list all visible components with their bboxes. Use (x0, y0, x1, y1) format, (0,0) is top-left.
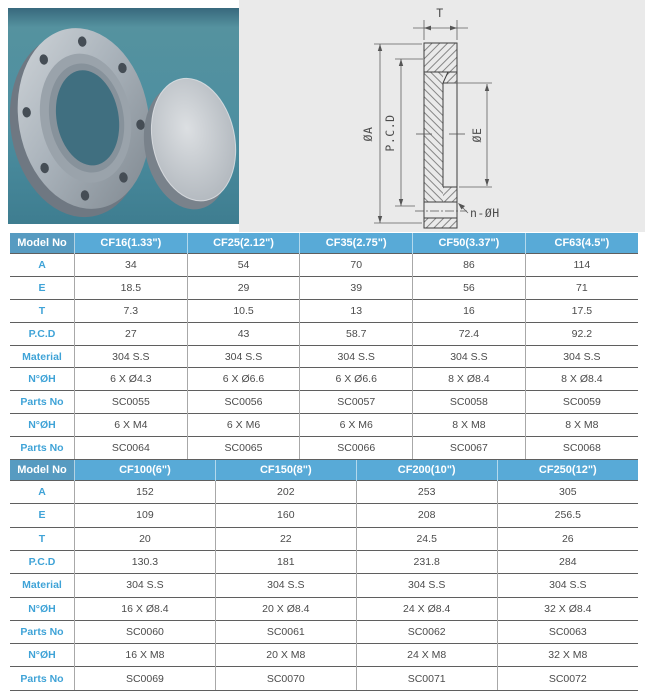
dim-label-outer-diameter: ØA (361, 126, 375, 142)
spec-value-cell: 17.5 (525, 299, 638, 322)
header-row (10, 460, 638, 481)
row-label-cell: N°ØH (10, 644, 75, 667)
row-label-cell: T (10, 299, 75, 322)
spec-value-cell: 284 (497, 550, 638, 573)
table-row (10, 276, 638, 299)
spec-value-cell: 6 X Ø4.3 (75, 368, 188, 391)
table-row (10, 254, 638, 277)
spec-value-cell: SC0063 (497, 620, 638, 643)
spec-tables (10, 233, 638, 691)
dim-label-bolt-holes: n-ØH (470, 206, 500, 220)
row-label-cell: Parts No (10, 391, 75, 414)
table-row (10, 527, 638, 550)
spec-value-cell: SC0068 (525, 437, 638, 460)
row-label-cell: Parts No (10, 437, 75, 460)
spec-value-cell: 304 S.S (215, 574, 356, 597)
row-label-cell: Material (10, 574, 75, 597)
spec-value-cell: 27 (75, 322, 188, 345)
table-row (10, 597, 638, 620)
model-header-cell: CF50(3.37") (413, 233, 526, 254)
spec-value-cell: 71 (525, 276, 638, 299)
table-row (10, 667, 638, 690)
spec-value-cell: SC0058 (413, 391, 526, 414)
spec-value-cell: 72.4 (413, 322, 526, 345)
spec-value-cell: 6 X Ø6.6 (300, 368, 413, 391)
table-row (10, 644, 638, 667)
table-row (10, 620, 638, 643)
flange-dimension-drawing (239, 0, 645, 232)
row-label-cell: Parts No (10, 620, 75, 643)
spec-value-cell: 304 S.S (525, 345, 638, 368)
spec-value-cell: 24 X M8 (356, 644, 497, 667)
spec-value-cell: SC0065 (187, 437, 300, 460)
spec-value-cell: 26 (497, 527, 638, 550)
table-row (10, 550, 638, 573)
spec-value-cell: 24 X Ø8.4 (356, 597, 497, 620)
spec-value-cell: 181 (215, 550, 356, 573)
spec-value-cell: 305 (497, 481, 638, 504)
dim-label-pitch-circle: P.C.D (383, 114, 397, 152)
spec-value-cell: 304 S.S (497, 574, 638, 597)
spec-value-cell: SC0067 (413, 437, 526, 460)
table-row (10, 481, 638, 504)
row-label-cell: Material (10, 345, 75, 368)
spec-value-cell: 20 (75, 527, 216, 550)
row-label-cell: E (10, 276, 75, 299)
table-row (10, 299, 638, 322)
spec-value-cell: SC0064 (75, 437, 188, 460)
spec-value-cell: SC0069 (75, 667, 216, 690)
model-header-cell: CF100(6") (75, 460, 216, 481)
spec-value-cell: 6 X M6 (187, 414, 300, 437)
spec-value-cell: 304 S.S (413, 345, 526, 368)
model-header-cell: CF35(2.75") (300, 233, 413, 254)
cf-spec-table-16-63 (10, 233, 638, 460)
spec-value-cell: 202 (215, 481, 356, 504)
spec-value-cell: SC0066 (300, 437, 413, 460)
spec-value-cell: 8 X Ø8.4 (413, 368, 526, 391)
table-row (10, 437, 638, 460)
spec-value-cell: 114 (525, 254, 638, 277)
spec-value-cell: 304 S.S (75, 345, 188, 368)
spec-value-cell: 130.3 (75, 550, 216, 573)
spec-value-cell: SC0057 (300, 391, 413, 414)
spec-value-cell: 8 X M8 (525, 414, 638, 437)
spec-value-cell: SC0072 (497, 667, 638, 690)
table-row (10, 322, 638, 345)
spec-value-cell: 8 X M8 (413, 414, 526, 437)
spec-value-cell: SC0055 (75, 391, 188, 414)
row-label-cell: Parts No (10, 667, 75, 690)
header-row (10, 233, 638, 254)
row-label-cell: N°ØH (10, 597, 75, 620)
spec-value-cell: 32 X Ø8.4 (497, 597, 638, 620)
spec-value-cell: 109 (75, 504, 216, 527)
spec-value-cell: 22 (215, 527, 356, 550)
spec-value-cell: 304 S.S (187, 345, 300, 368)
spec-value-cell: 253 (356, 481, 497, 504)
spec-value-cell: 86 (413, 254, 526, 277)
spec-value-cell: 16 (413, 299, 526, 322)
spec-value-cell: 6 X M4 (75, 414, 188, 437)
model-header-cell: CF200(10") (356, 460, 497, 481)
spec-value-cell: SC0059 (525, 391, 638, 414)
spec-value-cell: 6 X Ø6.6 (187, 368, 300, 391)
spec-value-cell: 208 (356, 504, 497, 527)
model-header-cell: CF25(2.12") (187, 233, 300, 254)
spec-value-cell: 304 S.S (75, 574, 216, 597)
flange-product-photo (8, 8, 239, 224)
spec-value-cell: 152 (75, 481, 216, 504)
spec-value-cell: 304 S.S (300, 345, 413, 368)
spec-value-cell: 43 (187, 322, 300, 345)
spec-value-cell: 54 (187, 254, 300, 277)
table-row (10, 391, 638, 414)
model-header-cell: CF150(8") (215, 460, 356, 481)
spec-value-cell: SC0070 (215, 667, 356, 690)
dim-label-thickness: T (436, 6, 444, 20)
spec-value-cell: SC0061 (215, 620, 356, 643)
spec-value-cell: 231.8 (356, 550, 497, 573)
spec-value-cell: 24.5 (356, 527, 497, 550)
row-label-cell: A (10, 254, 75, 277)
spec-value-cell: 6 X M6 (300, 414, 413, 437)
row-label-cell: P.C.D (10, 550, 75, 573)
table-row (10, 504, 638, 527)
spec-value-cell: 160 (215, 504, 356, 527)
spec-value-cell: 16 X Ø8.4 (75, 597, 216, 620)
spec-value-cell: 20 X M8 (215, 644, 356, 667)
model-header-cell: CF63(4.5") (525, 233, 638, 254)
spec-value-cell: SC0062 (356, 620, 497, 643)
spec-value-cell: 10.5 (187, 299, 300, 322)
spec-value-cell: 32 X M8 (497, 644, 638, 667)
model-no-header-cell: Model No (10, 460, 75, 481)
table-row (10, 574, 638, 597)
spec-value-cell: SC0071 (356, 667, 497, 690)
spec-value-cell: 34 (75, 254, 188, 277)
table-row (10, 368, 638, 391)
cf-spec-table-100-250 (10, 460, 638, 691)
spec-value-cell: 18.5 (75, 276, 188, 299)
spec-value-cell: 16 X M8 (75, 644, 216, 667)
row-label-cell: N°ØH (10, 414, 75, 437)
spec-value-cell: 7.3 (75, 299, 188, 322)
dim-label-inner-diameter: ØE (470, 127, 484, 143)
table-row (10, 345, 638, 368)
row-label-cell: T (10, 527, 75, 550)
row-label-cell: A (10, 481, 75, 504)
spec-value-cell: 20 X Ø8.4 (215, 597, 356, 620)
spec-value-cell: 13 (300, 299, 413, 322)
spec-value-cell: 256.5 (497, 504, 638, 527)
table-row (10, 414, 638, 437)
spec-value-cell: 58.7 (300, 322, 413, 345)
spec-value-cell: SC0060 (75, 620, 216, 643)
spec-value-cell: 8 X Ø8.4 (525, 368, 638, 391)
row-label-cell: P.C.D (10, 322, 75, 345)
spec-value-cell: SC0056 (187, 391, 300, 414)
spec-value-cell: 56 (413, 276, 526, 299)
spec-value-cell: 92.2 (525, 322, 638, 345)
model-header-cell: CF16(1.33") (75, 233, 188, 254)
spec-value-cell: 39 (300, 276, 413, 299)
model-no-header-cell: Model No (10, 233, 75, 254)
spec-value-cell: 304 S.S (356, 574, 497, 597)
model-header-cell: CF250(12") (497, 460, 638, 481)
row-label-cell: N°ØH (10, 368, 75, 391)
spec-value-cell: 70 (300, 254, 413, 277)
row-label-cell: E (10, 504, 75, 527)
spec-value-cell: 29 (187, 276, 300, 299)
